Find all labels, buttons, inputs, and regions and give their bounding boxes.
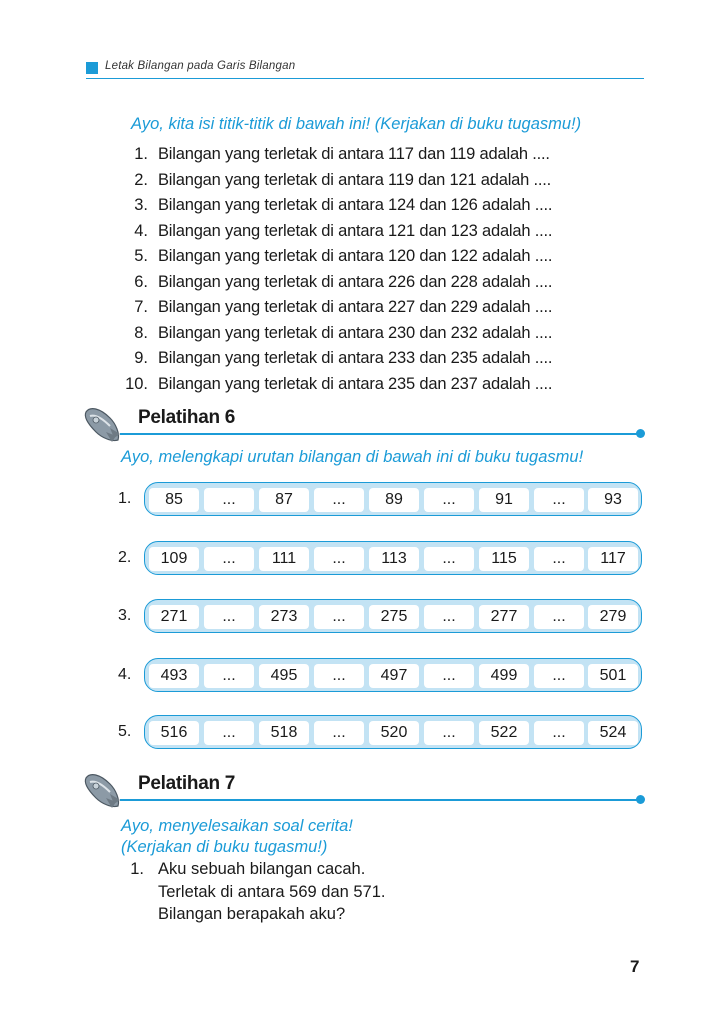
sequence-bar — [144, 482, 642, 516]
sequence-cell: 115 — [479, 547, 529, 571]
sequence-cell: ... — [314, 664, 364, 688]
story-number: 1. — [130, 860, 144, 878]
sequence-cell: 522 — [479, 721, 529, 745]
sequence-cell: 93 — [588, 488, 638, 512]
sequence-cell: 516 — [149, 721, 199, 745]
sequence-cell: ... — [314, 488, 364, 512]
section-title: Pelatihan 7 — [138, 773, 236, 794]
question-list — [114, 142, 614, 397]
sequence-cell: 499 — [479, 664, 529, 688]
sequence-cell: 109 — [149, 547, 199, 571]
section-heading-pelatihan-6 — [80, 402, 646, 446]
row-number: 2. — [118, 549, 132, 566]
sequence-cell: ... — [314, 721, 364, 745]
list-item — [114, 270, 614, 296]
sequence-cell: 524 — [588, 721, 638, 745]
list-item — [114, 372, 614, 398]
sequence-cell: 518 — [259, 721, 309, 745]
sequence-cell: 113 — [369, 547, 419, 571]
sequence-cell: ... — [314, 605, 364, 629]
item-text: Bilangan yang terletak di antara 124 dan 126 adalah .... — [158, 196, 553, 215]
sequence-cell: ... — [204, 605, 254, 629]
number-sequence-row — [118, 658, 646, 694]
section-rule-dot — [636, 429, 645, 438]
number-sequence-row — [118, 541, 646, 577]
section-rule — [120, 433, 640, 435]
sequence-cell: 493 — [149, 664, 199, 688]
sequence-cell: ... — [534, 488, 584, 512]
item-text: Bilangan yang terletak di antara 230 dan 232 adalah .... — [158, 323, 553, 342]
item-text: Bilangan yang terletak di antara 120 dan 122 adalah .... — [158, 247, 553, 266]
list-item — [114, 321, 614, 347]
item-text: Bilangan yang terletak di antara 235 dan 237 adalah .... — [158, 374, 553, 393]
running-header — [86, 60, 644, 80]
header-rule — [86, 78, 644, 79]
item-number: 9. — [134, 349, 148, 368]
sequence-cell: ... — [204, 721, 254, 745]
sequence-cell: 271 — [149, 605, 199, 629]
list-item — [114, 295, 614, 321]
list-item — [114, 168, 614, 194]
item-text: Bilangan yang terletak di antara 226 dan 228 adalah .... — [158, 272, 553, 291]
sequence-cell: 87 — [259, 488, 309, 512]
row-number: 1. — [118, 490, 132, 507]
item-number: 8. — [134, 323, 148, 342]
sequence-cell: ... — [534, 664, 584, 688]
item-text: Bilangan yang terletak di antara 117 dan 119 adalah .... — [158, 145, 550, 164]
item-text: Bilangan yang terletak di antara 119 dan 121 adalah .... — [158, 170, 552, 189]
sequence-cell: 85 — [149, 488, 199, 512]
section-heading-pelatihan-7 — [80, 768, 646, 812]
item-number: 5. — [134, 247, 148, 266]
story-line: Aku sebuah bilangan cacah. — [158, 860, 366, 878]
sequence-cell: 91 — [479, 488, 529, 512]
list-item — [114, 244, 614, 270]
sequence-cell: ... — [534, 547, 584, 571]
row-number: 4. — [118, 666, 132, 683]
list-item — [114, 346, 614, 372]
sequence-cell: ... — [424, 605, 474, 629]
sequence-bar — [144, 658, 642, 692]
sequence-bar — [144, 541, 642, 575]
item-number: 3. — [134, 196, 148, 215]
rocket-icon — [80, 402, 124, 446]
sequence-cell: 89 — [369, 488, 419, 512]
sequence-cell: ... — [534, 605, 584, 629]
item-number: 6. — [134, 272, 148, 291]
list-item — [114, 193, 614, 219]
item-number: 7. — [134, 298, 148, 317]
header-title: Letak Bilangan pada Garis Bilangan — [105, 60, 296, 72]
sequence-bar — [144, 715, 642, 749]
story-line: Terletak di antara 569 dan 571. — [158, 882, 386, 901]
sequence-cell: ... — [204, 488, 254, 512]
story-problem — [118, 858, 386, 926]
sequence-cell: 111 — [259, 547, 309, 571]
sequence-cell: 495 — [259, 664, 309, 688]
sequence-cell: ... — [424, 488, 474, 512]
header-square-icon — [86, 62, 98, 74]
story-line: Bilangan berapakah aku? — [158, 905, 346, 923]
item-number: 1. — [134, 145, 148, 164]
item-number: 2. — [134, 170, 148, 189]
section-rule — [120, 799, 640, 801]
item-number: 4. — [134, 221, 148, 240]
sequence-cell: 501 — [588, 664, 638, 688]
sequence-cell: ... — [424, 664, 474, 688]
item-number: 10. — [125, 374, 148, 393]
sequence-cell: 275 — [369, 605, 419, 629]
row-number: 5. — [118, 723, 132, 740]
sequence-cell: ... — [424, 547, 474, 571]
list-item — [114, 142, 614, 168]
sequence-cell: ... — [314, 547, 364, 571]
page-number: 7 — [630, 957, 640, 976]
intro-instruction: Ayo, kita isi titik-titik di bawah ini! (Kerjakan di buku tugasmu!) — [131, 115, 582, 133]
item-text: Bilangan yang terletak di antara 227 dan 229 adalah .... — [158, 298, 553, 317]
number-sequence-row — [118, 599, 646, 635]
section-title: Pelatihan 6 — [138, 407, 236, 428]
pelatihan-7-instruction — [121, 816, 353, 858]
instruction-line: Ayo, menyelesaikan soal cerita! — [121, 817, 353, 835]
sequence-cell: 117 — [588, 547, 638, 571]
sequence-cell: ... — [204, 547, 254, 571]
number-sequence-row — [118, 715, 646, 751]
pelatihan-6-instruction: Ayo, melengkapi urutan bilangan di bawah ini di buku tugasmu! — [121, 448, 584, 466]
number-sequence-row — [118, 482, 646, 518]
instruction-line: (Kerjakan di buku tugasmu!) — [121, 838, 328, 856]
sequence-cell: ... — [204, 664, 254, 688]
sequence-cell: 273 — [259, 605, 309, 629]
sequence-cell: 279 — [588, 605, 638, 629]
sequence-cell: 277 — [479, 605, 529, 629]
sequence-cell: ... — [424, 721, 474, 745]
sequence-cell: 520 — [369, 721, 419, 745]
sequence-cell: ... — [534, 721, 584, 745]
rocket-icon — [80, 768, 124, 812]
sequence-cell: 497 — [369, 664, 419, 688]
list-item — [114, 219, 614, 245]
row-number: 3. — [118, 607, 132, 624]
section-rule-dot — [636, 795, 645, 804]
item-text: Bilangan yang terletak di antara 233 dan 235 adalah .... — [158, 349, 553, 368]
sequence-bar — [144, 599, 642, 633]
item-text: Bilangan yang terletak di antara 121 dan 123 adalah .... — [158, 221, 553, 240]
